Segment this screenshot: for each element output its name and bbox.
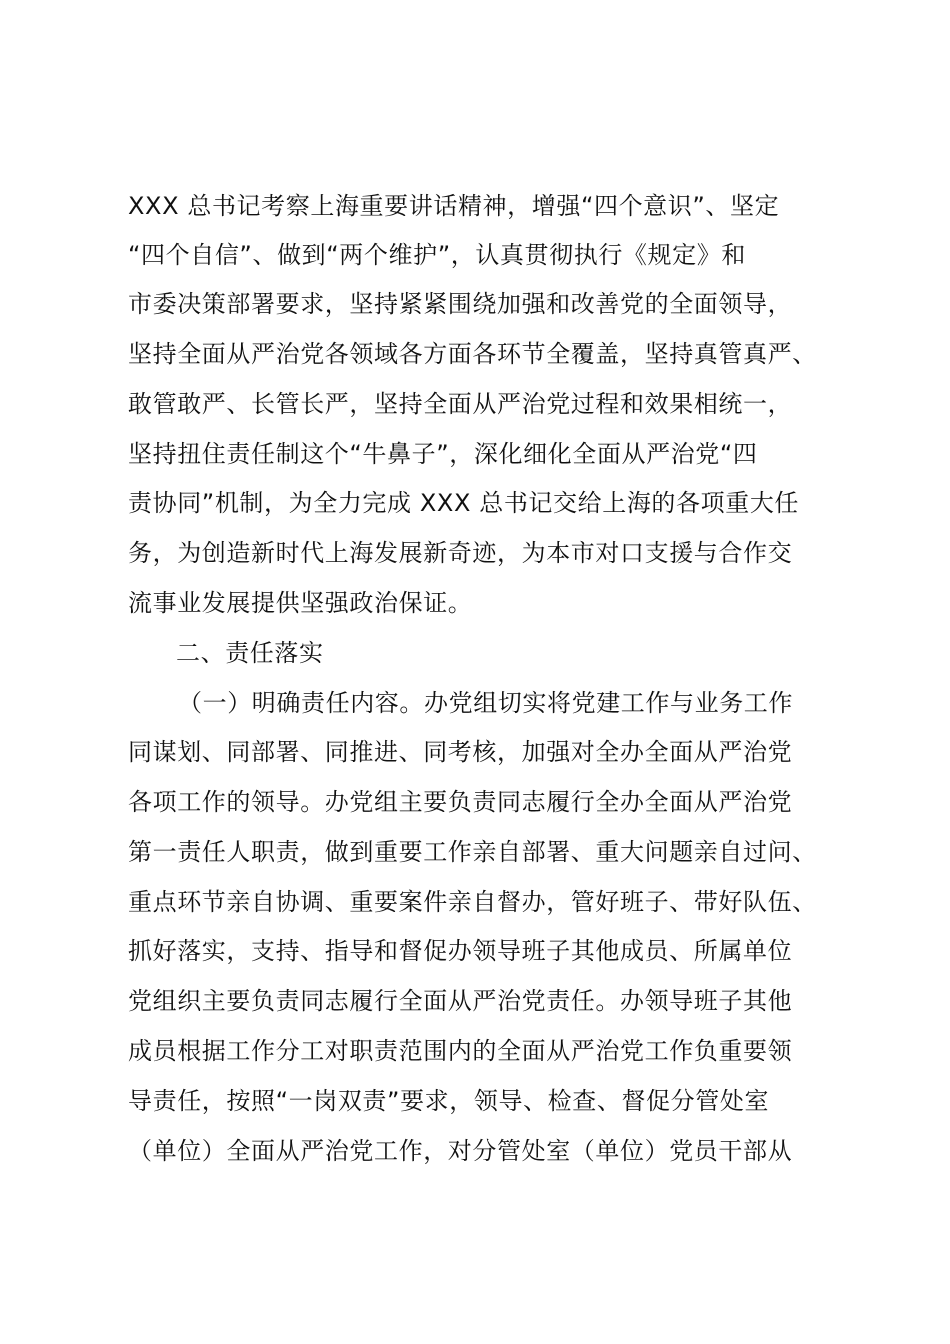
text-line: 导责任，按照“一岗双责”要求，领导、检查、督促分管处室 [128, 1087, 770, 1115]
text-line: 坚持全面从严治党各领域各方面各环节全覆盖，坚持真管真严、 [128, 340, 817, 368]
text-line: 坚持扭住责任制这个“牛鼻子”，深化细化全面从严治党“四 [128, 440, 758, 468]
text-line: “四个自信”、做到“两个维护”，认真贯彻执行《规定》和 [128, 241, 746, 269]
text-line: 各项工作的领导。办党组主要负责同志履行全办全面从严治党 [128, 788, 793, 816]
text-line: 同谋划、同部署、同推进、同考核，加强对全办全面从严治党 [128, 738, 793, 766]
text-line: 责协同”机制，为全力完成 XXX 总书记交给上海的各项重大任 [128, 489, 800, 517]
text-line: 敢管敢严、长管长严，坚持全面从严治党过程和效果相统一， [128, 390, 793, 418]
text-line: 流事业发展提供坚强政治保证。 [128, 589, 473, 617]
text-line: 市委决策部署要求，坚持紧紧围绕加强和改善党的全面领导， [128, 290, 793, 318]
text-line: 抓好落实，支持、指导和督促办领导班子其他成员、所属单位 [128, 937, 793, 965]
text-line: XXX 总书记考察上海重要讲话精神，增强“四个意识”、坚定 [128, 192, 780, 220]
text-line: 务，为创造新时代上海发展新奇迹，为本市对口支援与合作交 [128, 539, 793, 567]
text-line: 第一责任人职责，做到重要工作亲自部署、重大问题亲自过问、 [128, 838, 817, 866]
text-line: 重点环节亲自协调、重要案件亲自督办，管好班子、带好队伍、 [128, 888, 817, 916]
text-line: 成员根据工作分工对职责范围内的全面从严治党工作负重要领 [128, 1037, 793, 1065]
section-heading: 二、责任落实 [176, 639, 324, 667]
text-line: （一）明确责任内容。办党组切实将党建工作与业务工作 [178, 689, 793, 717]
text-line: 党组织主要负责同志履行全面从严治党责任。办领导班子其他 [128, 987, 793, 1015]
text-line: （单位）全面从严治党工作，对分管处室（单位）党员干部从 [128, 1137, 793, 1165]
